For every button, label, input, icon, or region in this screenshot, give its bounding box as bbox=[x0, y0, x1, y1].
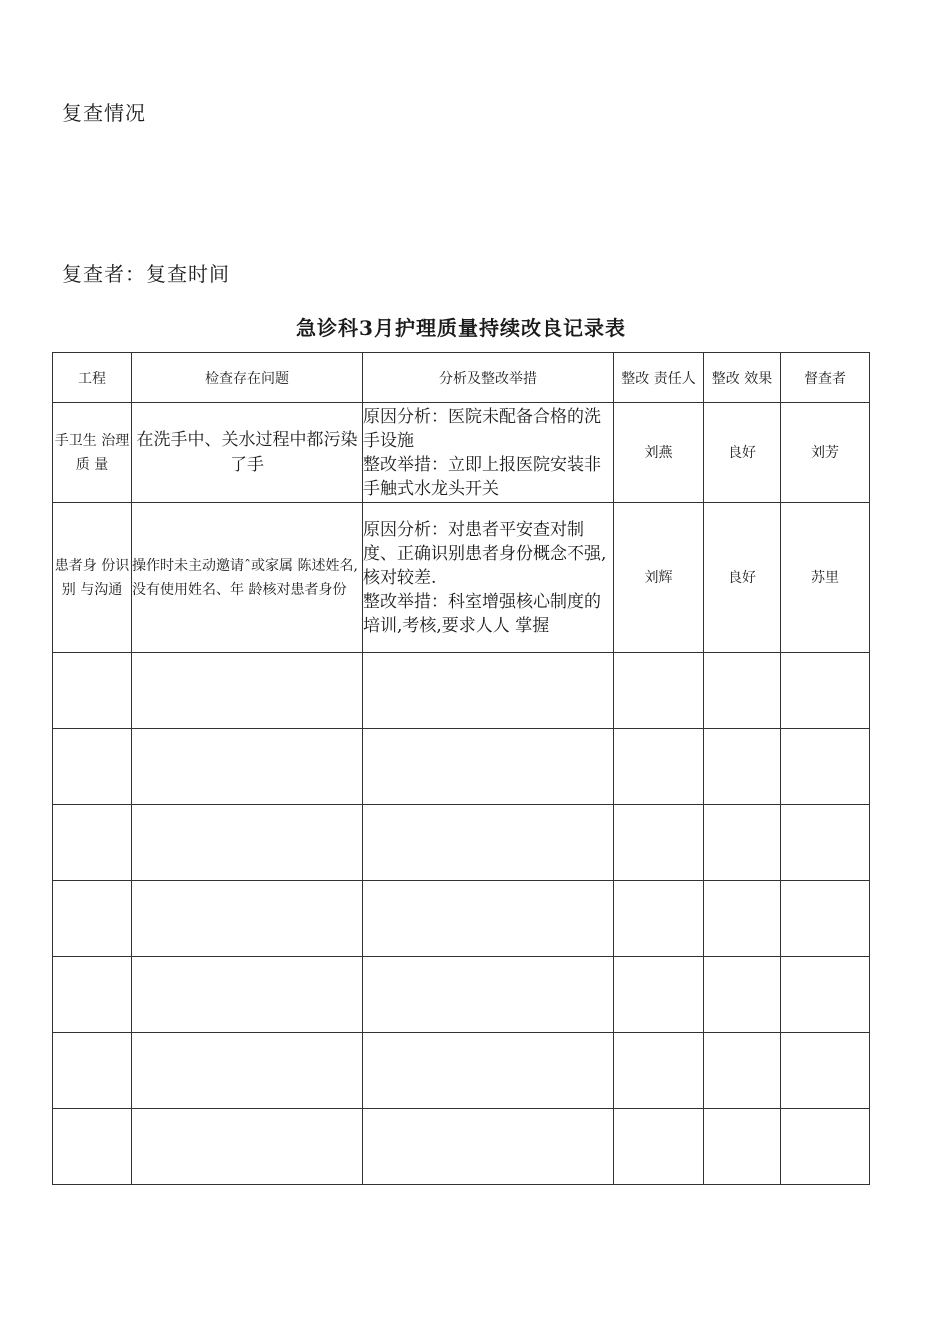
empty-table-row bbox=[53, 881, 870, 957]
empty-cell bbox=[363, 1109, 614, 1185]
cell-supervisor: 刘芳 bbox=[781, 403, 870, 503]
cell-analysis bbox=[363, 403, 614, 503]
empty-cell bbox=[614, 1109, 704, 1185]
reviewer-and-time-label: 复查者：复查时间 bbox=[62, 262, 230, 286]
empty-cell bbox=[53, 805, 132, 881]
empty-cell bbox=[781, 957, 870, 1033]
page-title: 急诊科3月护理质量持续改良记录表 bbox=[296, 316, 626, 340]
empty-cell bbox=[614, 729, 704, 805]
empty-cell bbox=[614, 1033, 704, 1109]
empty-cell bbox=[614, 881, 704, 957]
empty-table-row bbox=[53, 653, 870, 729]
cell-project: 手卫生 治理质 量 bbox=[53, 403, 132, 503]
empty-cell bbox=[363, 1033, 614, 1109]
header-supervisor: 督查者 bbox=[781, 353, 870, 403]
empty-cell bbox=[132, 957, 363, 1033]
empty-cell bbox=[132, 1033, 363, 1109]
empty-cell bbox=[781, 729, 870, 805]
empty-cell bbox=[363, 653, 614, 729]
empty-cell bbox=[53, 1109, 132, 1185]
header-effect: 整改 效果 bbox=[704, 353, 781, 403]
empty-cell bbox=[53, 729, 132, 805]
empty-cell bbox=[781, 653, 870, 729]
empty-cell bbox=[53, 1033, 132, 1109]
empty-cell bbox=[132, 729, 363, 805]
table-header-row bbox=[53, 353, 870, 403]
analysis-cause: 原因分析：医院未配备合格的洗手设施 bbox=[363, 406, 601, 451]
header-project: 工程 bbox=[53, 353, 132, 403]
empty-cell bbox=[614, 805, 704, 881]
empty-cell bbox=[363, 729, 614, 805]
quality-improvement-table bbox=[52, 352, 870, 1185]
empty-cell bbox=[614, 653, 704, 729]
empty-cell bbox=[53, 957, 132, 1033]
empty-cell bbox=[781, 1109, 870, 1185]
empty-cell bbox=[704, 805, 781, 881]
table-row bbox=[53, 403, 870, 503]
empty-cell bbox=[53, 653, 132, 729]
empty-cell bbox=[781, 1033, 870, 1109]
cell-effect: 良好 bbox=[704, 403, 781, 503]
empty-cell bbox=[704, 729, 781, 805]
empty-cell bbox=[704, 1033, 781, 1109]
cell-responsible: 刘燕 bbox=[614, 403, 704, 503]
empty-cell bbox=[132, 881, 363, 957]
empty-table-row bbox=[53, 1033, 870, 1109]
empty-cell bbox=[781, 805, 870, 881]
cell-project: 患者身 份识别 与沟通 bbox=[53, 503, 132, 653]
empty-rows-body bbox=[53, 653, 870, 1185]
empty-cell bbox=[132, 1109, 363, 1185]
empty-cell bbox=[704, 881, 781, 957]
analysis-cause: 原因分析：对患者平安查对制度、正确识别患者身份概念不强,核对较差. bbox=[363, 519, 607, 588]
cell-issue: 操作时未主动邀请ˆ或家属 陈述姓名,没有使用姓名、年 龄核对患者身份 bbox=[132, 503, 363, 653]
cell-responsible: 刘辉 bbox=[614, 503, 704, 653]
empty-cell bbox=[363, 881, 614, 957]
empty-cell bbox=[363, 957, 614, 1033]
cell-supervisor: 苏里 bbox=[781, 503, 870, 653]
empty-cell bbox=[132, 805, 363, 881]
empty-table-row bbox=[53, 805, 870, 881]
cell-analysis bbox=[363, 503, 614, 653]
cell-effect: 良好 bbox=[704, 503, 781, 653]
empty-cell bbox=[704, 653, 781, 729]
empty-cell bbox=[704, 1109, 781, 1185]
header-issue: 检查存在问题 bbox=[132, 353, 363, 403]
empty-cell bbox=[53, 881, 132, 957]
empty-cell bbox=[132, 653, 363, 729]
header-analysis: 分析及整改举措 bbox=[363, 353, 614, 403]
review-status-label: 复查情况 bbox=[62, 101, 146, 125]
empty-cell bbox=[614, 957, 704, 1033]
header-responsible: 整改 责任人 bbox=[614, 353, 704, 403]
empty-table-row bbox=[53, 1109, 870, 1185]
analysis-action: 整改举措：立即上报医院安装非手触式水龙头开关 bbox=[363, 454, 601, 499]
empty-cell bbox=[363, 805, 614, 881]
empty-cell bbox=[704, 957, 781, 1033]
empty-table-row bbox=[53, 729, 870, 805]
table-row bbox=[53, 503, 870, 653]
analysis-action: 整改举措：科室增强核心制度的培训,考核,要求人人 掌握 bbox=[363, 591, 601, 636]
empty-cell bbox=[781, 881, 870, 957]
cell-issue: 在洗手中、关水过程中都污染了手 bbox=[132, 403, 363, 503]
empty-table-row bbox=[53, 957, 870, 1033]
